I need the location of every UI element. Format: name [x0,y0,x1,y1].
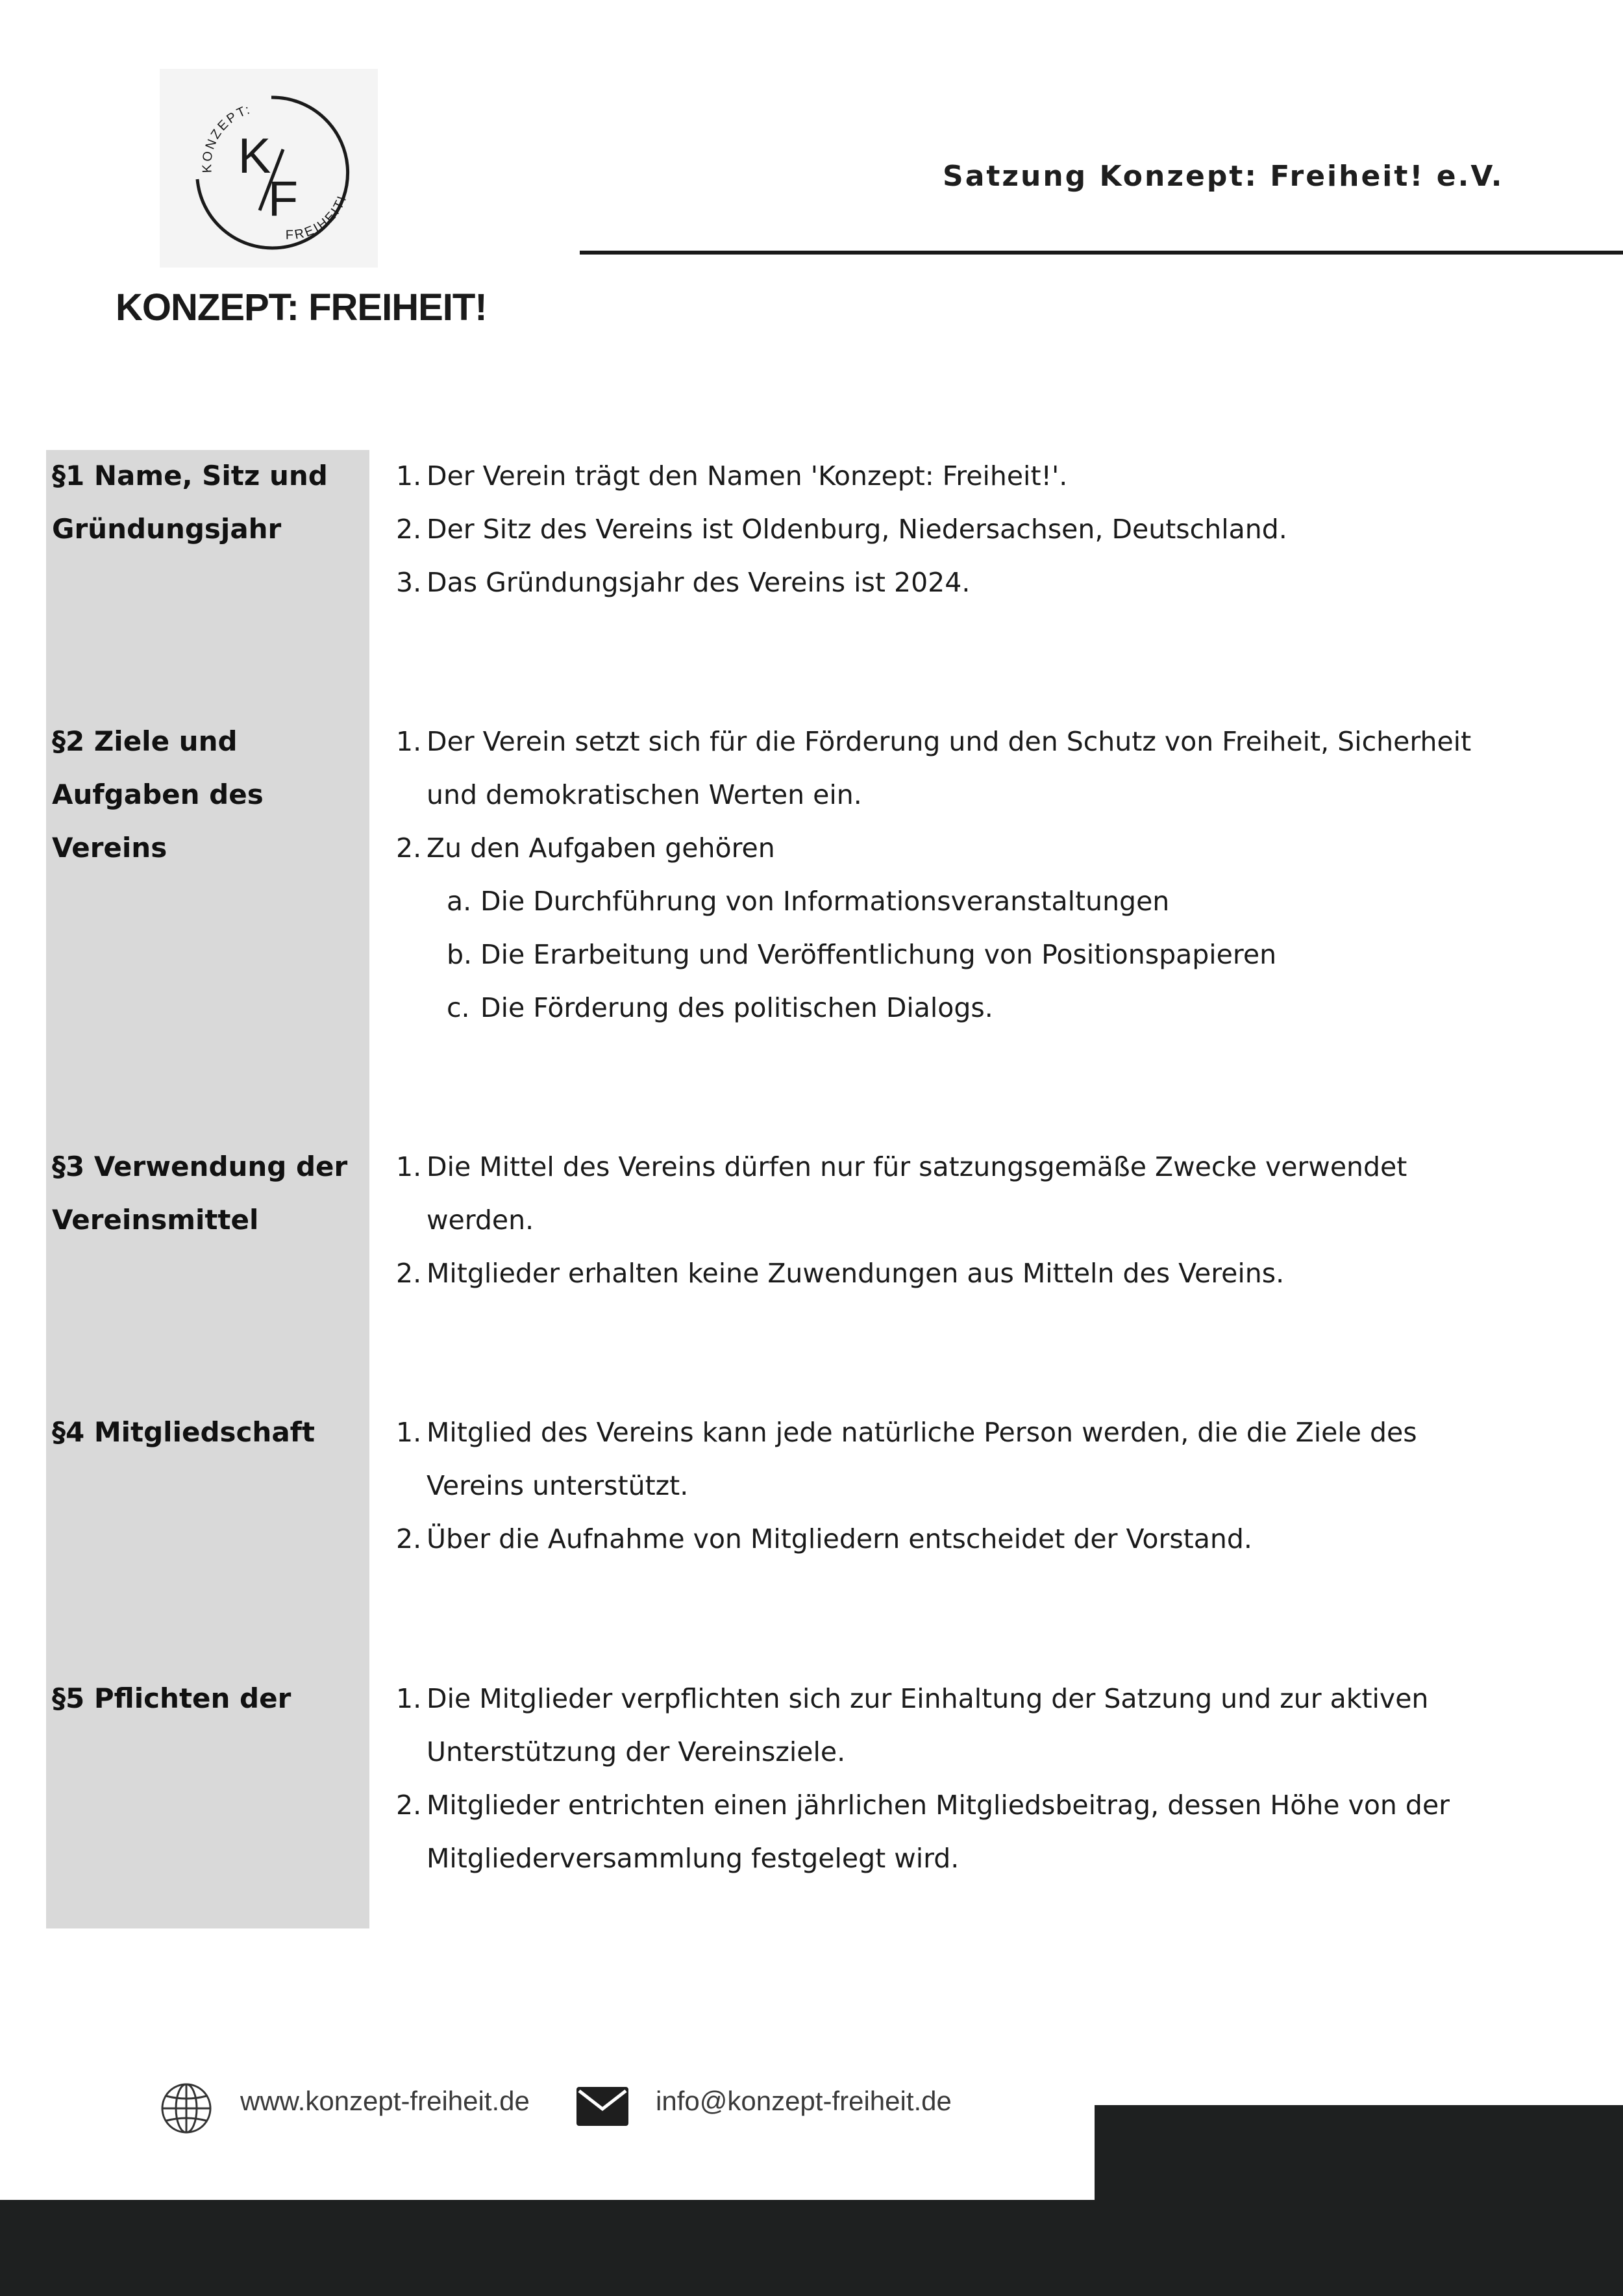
logo-ring-text-top: KONZEPT: [200,102,253,173]
email-link[interactable]: info@konzept-freiheit.de [656,2086,952,2116]
list-item: 1. Die Mitglieder verpflichten sich zur Einhaltung der Satzung und zur aktiven Unterstützung der Vereinsziele. [396,1683,1429,1767]
envelope-icon [576,2087,628,2126]
section-title: §4 Mitgliedschaft [52,1416,316,1448]
list-item: 1. Der Verein setzt sich für die Förderung und den Schutz von Freiheit, Sicherheit und demokratischen Werten ein. [396,726,1472,810]
globe-icon [160,2082,213,2135]
document-title: Satzung Konzept: Freiheit! e.V. [943,160,1504,193]
section-title: §1 Name, Sitz und Gründungsjahr [52,460,328,545]
logo-monogram-f: F [267,171,299,227]
footer-bar [0,2200,1623,2296]
section-body [396,715,1493,1034]
sub-list-item: b. Die Erarbeitung und Veröffentlichung von Positionspapieren [447,939,1277,970]
list-item: 2. Der Sitz des Vereins ist Oldenburg, Niedersachsen, Deutschland. [396,514,1287,545]
logo-monogram-k: K [238,129,271,184]
section-body [396,1672,1493,1885]
list-item: 2. Über die Aufnahme von Mitgliedern entscheidet der Vorstand. [396,1523,1252,1554]
list-item: 2. Mitglieder entrichten einen jährlichen Mitgliedsbeitrag, dessen Höhe von der Mitgliederversammlung festgelegt wird. [396,1790,1450,1874]
list-item: 2. Mitglieder erhalten keine Zuwendungen aus Mitteln des Vereins. [396,1258,1285,1289]
logo-emblem [160,69,378,268]
logo-ring-text-bottom: FREIHEIT! [285,192,351,243]
brand-name: KONZEPT: FREIHEIT! [116,286,487,329]
title-divider [580,251,1623,255]
list-item: 1. Mitglied des Vereins kann jede natürliche Person werden, die die Ziele des Vereins unterstützt. [396,1417,1417,1501]
footer-decoration [1095,2105,1623,2209]
logo [160,69,378,268]
sub-list-item: c. Die Förderung des politischen Dialogs. [447,992,993,1023]
footer-curve [987,2065,1096,2200]
section-body [396,449,1493,609]
section-title: §5 Pflichten der [52,1682,291,1714]
list-item: 1. Der Verein trägt den Namen 'Konzept: Freiheit!'. [396,460,1068,492]
section-title: §3 Verwendung der Vereinsmittel [52,1151,348,1236]
sub-list-item: a. Die Durchführung von Informationsveranstaltungen [447,886,1170,917]
section-title: §2 Ziele und Aufgaben des Vereins [52,725,264,864]
list-item: 1. Die Mittel des Vereins dürfen nur für satzungsgemäße Zwecke verwendet werden. [396,1151,1407,1236]
section-body [396,1406,1493,1566]
list-item: 3. Das Gründungsjahr des Vereins ist 2024. [396,567,971,598]
website-link[interactable]: www.konzept-freiheit.de [240,2086,530,2116]
list-item: 2. Zu den Aufgaben gehören [396,832,775,864]
section-body [396,1140,1493,1300]
